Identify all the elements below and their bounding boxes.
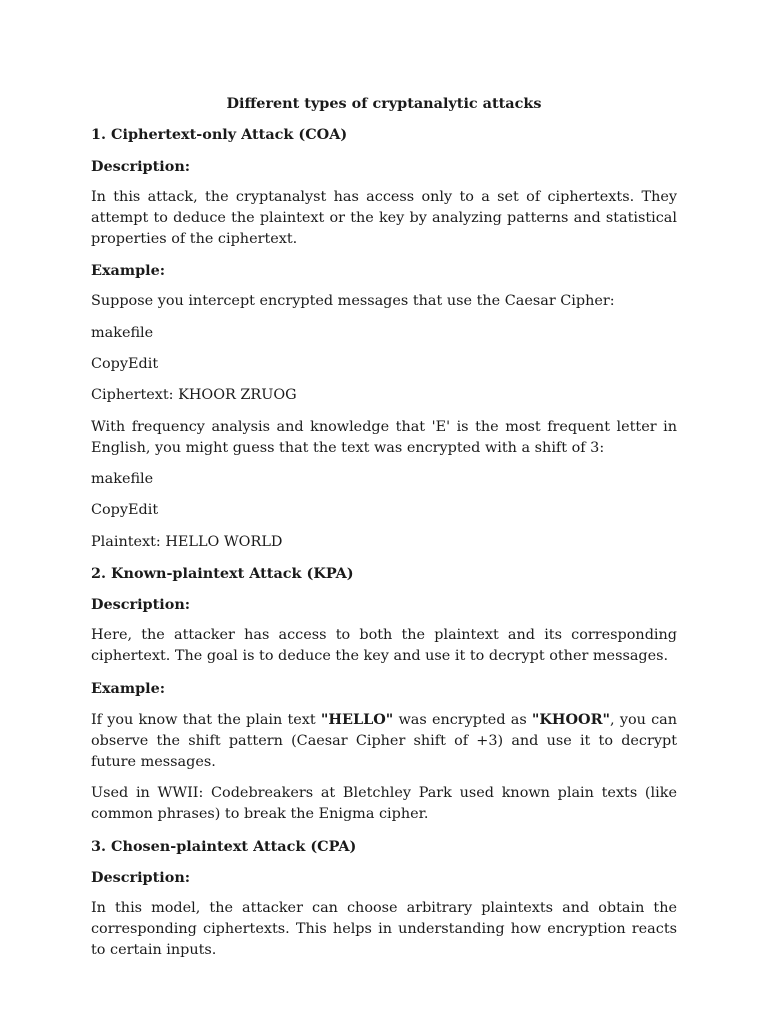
kpa-example-part1: If you know that the plain text	[91, 712, 321, 729]
cpa-description-label: Description:	[91, 868, 191, 886]
coa-code2-text: Plaintext: HELLO WORLD	[91, 533, 283, 550]
kpa-example-bold1: "HELLO"	[320, 711, 394, 729]
coa-heading: 1. Ciphertext-only Attack (COA)	[91, 126, 348, 144]
document-title: Different types of cryptanalytic attacks	[226, 95, 542, 112]
coa-code1-copy: CopyEdit	[91, 356, 159, 373]
coa-analysis: With frequency analysis and knowledge that 'E' is the most frequent letter in English, you might guess that the text was encrypted with a shift of 3:	[91, 418, 677, 456]
kpa-example-bold2: "KHOOR"	[531, 711, 611, 729]
kpa-description: Here, the attacker has access to both the plaintext and its corresponding ciphertext. The goal is to deduce the key and use it to decrypt other messages.	[91, 627, 677, 665]
kpa-example-part3: , you can observe the shift pattern (Caesar Cipher shift of +3) and use it to decrypt future messages.	[91, 712, 677, 771]
coa-example-label: Example:	[91, 262, 166, 280]
kpa-example-part2: was encrypted as	[393, 712, 532, 729]
kpa-example	[91, 709, 677, 773]
kpa-example-label: Example:	[91, 679, 166, 697]
kpa-description-label: Description:	[91, 596, 191, 614]
cpa-description: In this model, the attacker can choose arbitrary plaintexts and obtain the corresponding ciphertexts. This helps in understanding how encryption reacts to certain inputs.	[91, 900, 677, 959]
coa-code1-lang: makefile	[91, 324, 154, 341]
coa-code1-text: Ciphertext: KHOOR ZRUOG	[91, 387, 297, 404]
cpa-heading: 3. Chosen-plaintext Attack (CPA)	[91, 837, 357, 855]
coa-description: In this attack, the cryptanalyst has access only to a set of ciphertexts. They attempt to deduce the plaintext or the key by analyzing patterns and statistical properties of the ciphertext.	[91, 188, 677, 247]
document-page	[91, 93, 677, 972]
coa-example-intro: Suppose you intercept encrypted messages that use the Caesar Cipher:	[91, 293, 615, 310]
coa-code2-copy: CopyEdit	[91, 502, 159, 519]
kpa-history: Used in WWII: Codebreakers at Bletchley Park used known plain texts (like common phrases) to break the Enigma cipher.	[91, 785, 677, 823]
coa-code2-lang: makefile	[91, 470, 154, 487]
coa-description-label: Description:	[91, 157, 191, 175]
kpa-heading: 2. Known-plaintext Attack (KPA)	[91, 564, 354, 582]
